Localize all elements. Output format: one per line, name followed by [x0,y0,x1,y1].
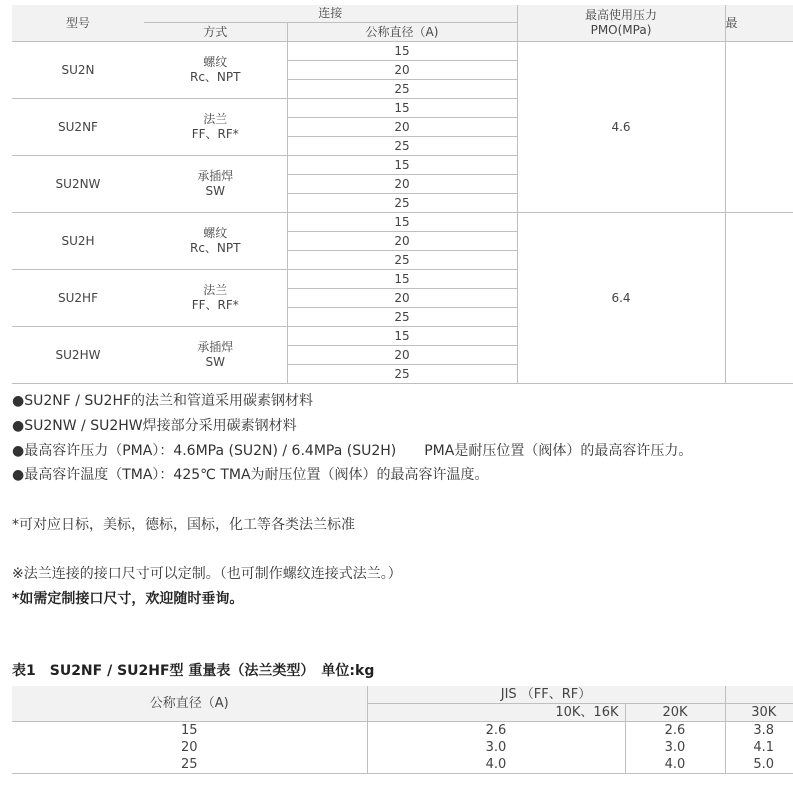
method-cell [144,156,287,213]
method-line1: 法兰 [203,112,228,126]
weight-size-cell: 20 [180,740,198,755]
method-cell [144,99,287,156]
weight-size-cell: 15 [180,723,198,738]
method-line2: Rc、NPT [190,70,241,84]
size-cell: 20 [287,289,517,308]
spec-table [12,5,793,384]
weight-size-cell: 25 [12,756,367,774]
size-cell: 15 [287,270,517,289]
method-line1: 承插焊 [197,169,234,183]
header-connection: 连接 [144,5,517,23]
size-cell: 15 [287,213,517,232]
method-line1: 螺纹 [203,55,228,69]
weight-table [12,686,793,774]
header-model: 型号 [12,5,144,42]
method-line2: FF、RF* [191,127,239,141]
header-nominal-diameter: 公称直径（A) [287,23,517,42]
header-20k: 20K [625,704,725,722]
size-cell: 25 [287,308,517,327]
note-pma-desc: PMA是耐压位置（阀体）的最高容许压力。 [424,443,693,459]
note-weld-material: ●SU2NW / SU2HW焊接部分采用碳素钢材料 [12,418,297,434]
method-line2: FF、RF* [191,298,239,312]
pressure-cell-h: 6.4 [517,213,725,384]
header-jis: JIS （FF、RF） [367,686,725,704]
note-custom-size: ※法兰连接的接口尺寸可以定制。（也可制作螺纹连接式法兰。） [12,566,402,582]
size-cell: 20 [287,175,517,194]
pressure-cell-n: 4.6 [517,42,725,213]
method-line1: 承插焊 [197,340,234,354]
size-cell: 20 [287,232,517,251]
method-cell [144,213,287,270]
weight-cell: 5.0 [725,756,793,774]
weight-table-caption: 表1 SU2NF / SU2HF型 重量表（法兰类型） 单位:kg [12,663,375,679]
model-cell: SU2NW [12,156,144,213]
note-inquiry: *如需定制接口尺寸，欢迎随时垂询。 [12,591,244,607]
weight-cell: 3.0 [625,739,725,756]
weight-cell: 4.0 [625,756,725,774]
header-10k16k: 10K、16K [367,704,625,722]
note-pma-value: ●最高容许压力（PMA）：4.6MPa (SU2N) / 6.4MPa (SU2H) [12,443,397,459]
next-col-cell [725,42,793,213]
method-line1: 螺纹 [203,226,228,240]
weight-cell: 4.1 [725,739,793,756]
header-nominal: 公称直径（A) [12,686,367,722]
size-cell: 15 [287,156,517,175]
header-method: 方式 [144,23,287,42]
size-cell: 20 [287,61,517,80]
header-max-pressure [517,5,725,42]
header-30k: 30K [725,704,793,722]
note-standards: *可对应日标，美标，德标，国标，化工等各类法兰标准 [12,517,355,533]
method-cell [144,270,287,327]
size-cell: 20 [287,346,517,365]
weight-cell: 3.0 [367,739,625,756]
method-line2: SW [205,184,225,198]
weight-cell: 3.8 [725,722,793,740]
weight-cell: 4.0 [367,756,625,774]
size-cell: 25 [287,194,517,213]
size-cell: 25 [287,137,517,156]
method-cell [144,42,287,99]
size-cell: 15 [287,99,517,118]
model-cell: SU2NF [12,99,144,156]
method-cell [144,327,287,384]
header-next-col: 最 [725,5,793,42]
size-cell: 15 [287,42,517,61]
size-cell: 15 [287,327,517,346]
note-pma [12,440,692,460]
note-flange-material: ●SU2NF / SU2HF的法兰和管道采用碳素钢材料 [12,393,314,409]
size-cell: 25 [287,365,517,384]
size-cell: 25 [287,251,517,270]
model-cell: SU2HF [12,270,144,327]
next-col-cell [725,213,793,384]
header-blank [725,686,793,704]
method-line2: Rc、NPT [190,241,241,255]
weight-cell: 2.6 [625,722,725,740]
model-cell: SU2N [12,42,144,99]
weight-cell: 2.6 [367,722,625,740]
size-cell: 20 [287,118,517,137]
method-line1: 法兰 [203,283,228,297]
note-tma: ●最高容许温度（TMA）：425℃ TMA为耐压位置（阀体）的最高容许温度。 [12,467,489,483]
model-cell: SU2H [12,213,144,270]
header-max-pressure-line2: PMO(MPa) [590,23,652,37]
method-line2: SW [205,355,225,369]
model-cell: SU2HW [12,327,144,384]
header-max-pressure-line1: 最高使用压力 [584,8,657,22]
size-cell: 25 [287,80,517,99]
